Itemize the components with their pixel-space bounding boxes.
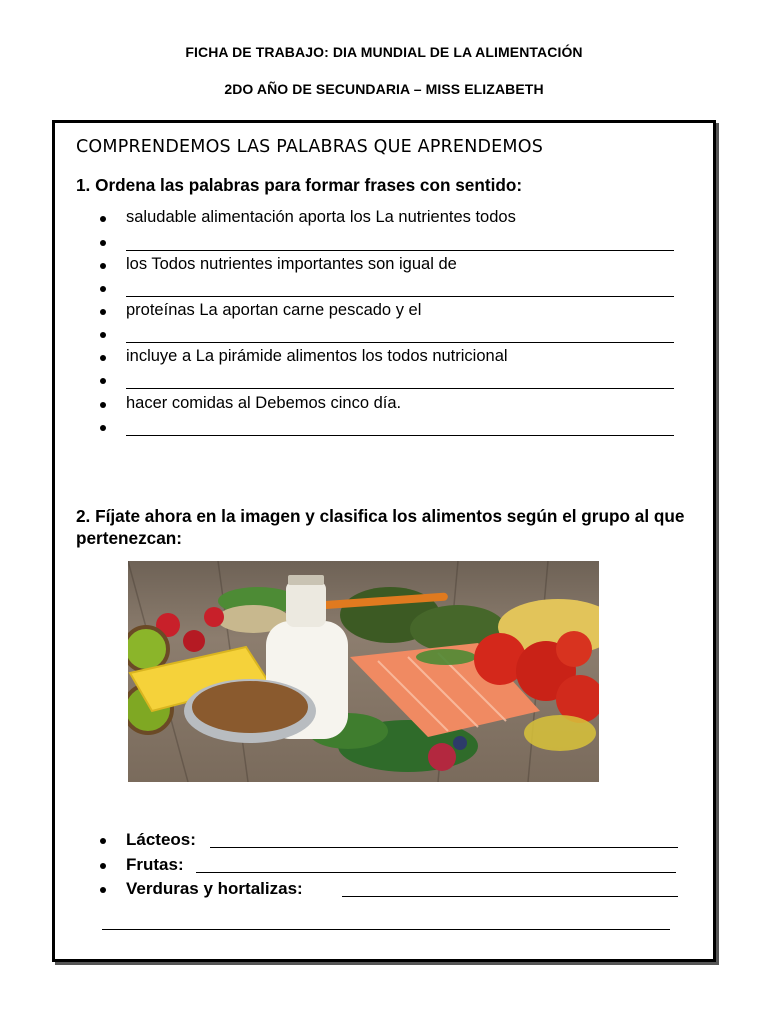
bullet-icon xyxy=(100,309,106,315)
bullet-icon xyxy=(100,240,106,246)
food-illustration xyxy=(128,561,599,782)
bullet-icon xyxy=(100,355,106,361)
bullet-icon xyxy=(100,887,106,893)
worksheet-title: FICHA DE TRABAJO: DIA MUNDIAL DE LA ALIMENTACIÓN xyxy=(185,44,583,60)
bullet-icon xyxy=(100,216,106,222)
answer-blank[interactable] xyxy=(126,342,674,343)
scrambled-words: proteínas La aportan carne pescado y el xyxy=(126,301,422,319)
answer-blank[interactable] xyxy=(126,250,674,251)
worksheet-subtitle: 2DO AÑO DE SECUNDARIA – MISS ELIZABETH xyxy=(224,81,544,97)
bullet-icon xyxy=(100,286,106,292)
bullet-icon xyxy=(100,332,106,338)
scrambled-words: incluye a La pirámide alimentos los todos nutricional xyxy=(126,347,508,365)
question-1-title: 1. Ordena las palabras para formar frases con sentido: xyxy=(76,175,523,195)
answer-blank[interactable] xyxy=(210,847,678,848)
extra-answer-line[interactable] xyxy=(102,929,670,930)
scrambled-words: hacer comidas al Debemos cinco día. xyxy=(126,394,402,412)
lentils-icon xyxy=(192,681,308,733)
answer-blank[interactable] xyxy=(126,435,674,436)
category-label: Frutas: xyxy=(126,855,184,874)
question-2-title: 2. Fíjate ahora en la imagen y clasifica los alimentos según el grupo al que pertenezcan: xyxy=(76,506,685,548)
kiwi-icon xyxy=(128,627,168,671)
answer-blank[interactable] xyxy=(196,872,676,873)
bullet-icon xyxy=(100,378,106,384)
bullet-icon xyxy=(100,838,106,844)
bullet-icon xyxy=(100,402,106,408)
scrambled-words: saludable alimentación aporta los La nutrientes todos xyxy=(126,208,516,226)
olive-oil-icon xyxy=(524,715,596,751)
category-label: Verduras y hortalizas: xyxy=(126,879,303,898)
category-label: Lácteos: xyxy=(126,830,196,849)
answer-blank[interactable] xyxy=(342,896,678,897)
answer-blank[interactable] xyxy=(126,296,674,297)
scrambled-words: los Todos nutrientes importantes son igual de xyxy=(126,255,457,273)
raspberry-icon xyxy=(428,743,456,771)
bullet-icon xyxy=(100,863,106,869)
food-groups-photo xyxy=(128,561,599,782)
bullet-icon xyxy=(100,263,106,269)
bullet-icon xyxy=(100,425,106,431)
answer-blank[interactable] xyxy=(126,388,674,389)
section-heading: COMPRENDEMOS LAS PALABRAS QUE APRENDEMOS xyxy=(76,137,543,157)
